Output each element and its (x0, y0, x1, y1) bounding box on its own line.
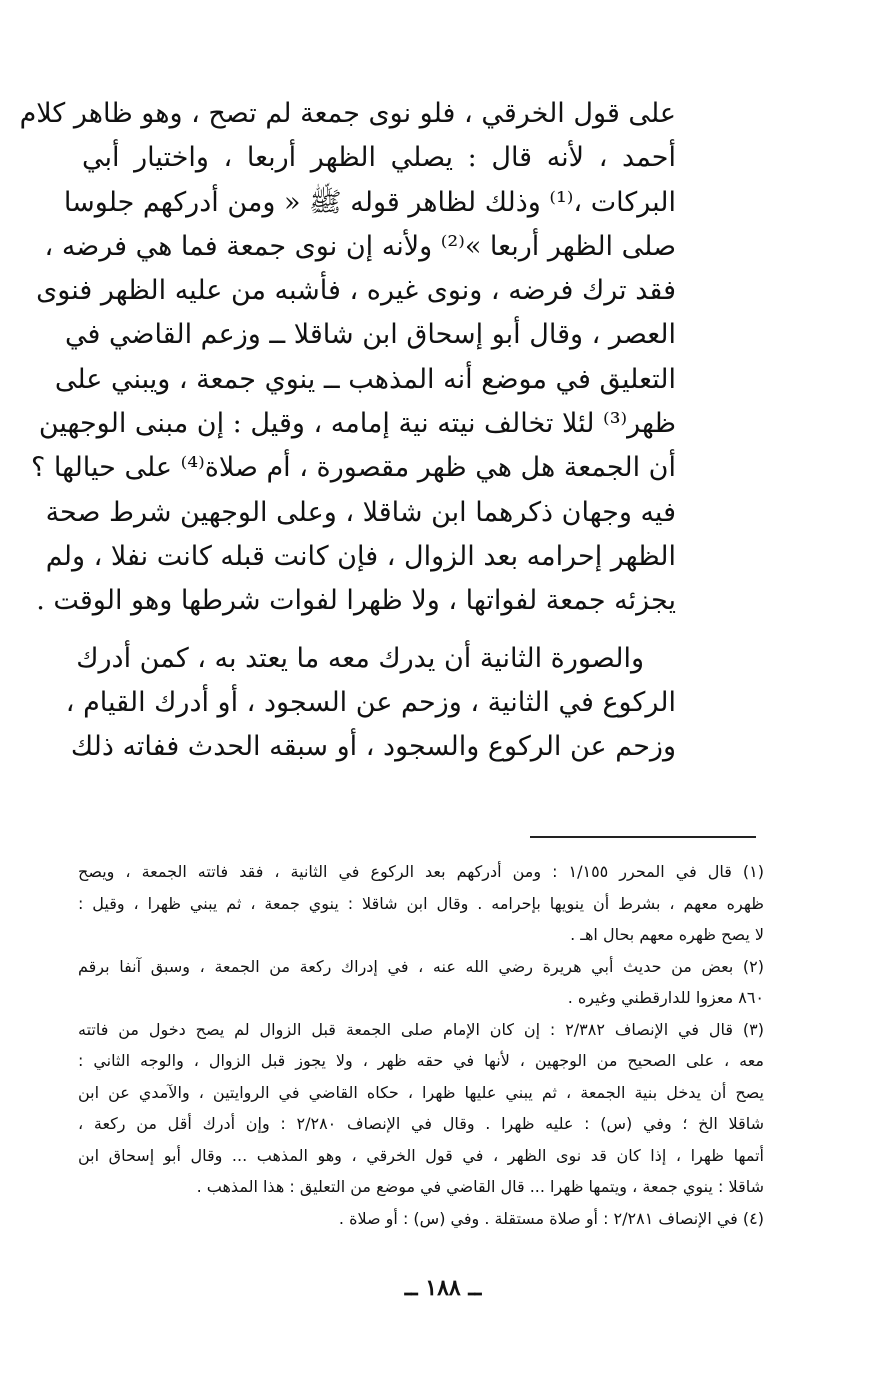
footnote-line: لا يصح ظهره معهم بحال اهـ . (570, 925, 764, 944)
footnote-line: (٣) قال في الإنصاف ٢/٣٨٢ : إن كان الإمام صلى الجمعة قبل الزوال لم يصح دخول من فاتته (78, 1019, 764, 1039)
footnote-line: (٤) في الإنصاف ٢/٢٨١ : أو صلاة مستقلة . وفي (س) : أو صلاة . (338, 1208, 764, 1228)
text-line: أحمد ، لأنه قال : يصلي الظهر أربعا ، واختيار أبي (82, 142, 676, 174)
text-line: صلى الظهر أربعا »⁽²⁾ ولأنه إن نوى جمعة فما هي فرضه ، (44, 230, 676, 262)
text-line: أن الجمعة هل هي ظهر مقصورة ، أم صلاة⁽⁴⁾ على حيالها ؟ (31, 452, 676, 484)
text-line: والصورة الثانية أن يدرك معه ما يعتد به ، كمن أدرك (76, 642, 644, 674)
text-line: فيه وجهان ذكرهما ابن شاقلا ، وعلى الوجهين شرط صحة (45, 496, 676, 528)
footnote-line: (١) قال في المحرر ١/١٥٥ : ومن أدركهم بعد الركوع في الثانية ، فقد فاتته الجمعة ، ويصح (78, 862, 764, 881)
text-line: وزحم عن الركوع والسجود ، أو سبقه الحدث ففاته ذلك (70, 731, 676, 763)
text-line: العصر ، وقال أبو إسحاق ابن شاقلا ــ وزعم القاضي في (65, 319, 676, 351)
page-number: ــ ١٨٨ ــ (404, 1275, 482, 1301)
text-line: ظهر⁽³⁾ لئلا تخالف نيته نية إمامه ، وقيل : إن مبنى الوجهين (38, 408, 676, 440)
footnote-divider (530, 836, 756, 838)
text-line: يجزئه جمعة لفواتها ، ولا ظهرا لفوات شرطها وهو الوقت . (36, 585, 676, 617)
footnotes-block (78, 856, 764, 1234)
footnote-line: ٨٦٠ معزوا للدارقطني وغيره . (567, 988, 764, 1007)
text-line: البركات ،⁽¹⁾ وذلك لظاهر قوله ﷺ « ومن أدركهم جلوسا (63, 186, 676, 218)
main-text-block (19, 92, 676, 769)
text-line: فقد ترك فرضه ، ونوى غيره ، فأشبه من عليه الظهر فنوى (36, 275, 676, 307)
paragraph-gap (82, 624, 676, 637)
footnote-line: شاقلا : ينوي جمعة ، ويتمها ظهرا ... قال القاضي في موضع من التعليق : هذا المذهب . (196, 1177, 764, 1196)
text-line: الظهر إحرامه بعد الزوال ، فإن كانت قبله كانت نفلا ، ولم (45, 540, 676, 572)
text-line: على قول الخرقي ، فلو نوى جمعة لم تصح ، وهو ظاهر كلام (19, 98, 676, 129)
footnote-line: أتمها ظهرا ، إذا كان قد نوى الظهر ، في قول الخرقي ، وهو المذهب ... وقال أبو إسحاق ابن (78, 1145, 764, 1165)
footnote-line: يصح أن يدخل بنية الجمعة ، ثم يبني عليها ظهرا ، حكاه القاضي في الروايتين ، والآمدي عن ابن (78, 1082, 764, 1102)
text-line: التعليق في موضع أنه المذهب ــ ينوي جمعة ، ويبني على (54, 363, 676, 395)
footnote-line: ظهره معهم ، بشرط أن ينويها بإحرامه . وقال ابن شاقلا : ينوي جمعة ، ثم يبني ظهرا ، وقيل : (78, 893, 764, 913)
footnote-line: شاقلا الخ ؛ وفي (س) : عليه ظهرا . وقال في الإنصاف ٢/٢٨٠ : وإن أدرك أقل من ركعة ، (78, 1114, 764, 1133)
footnote-line: (٢) بعض من حديث أبي هريرة رضي الله عنه ، في إدراك ركعة من الجمعة ، وسبق آنفا برقم (78, 956, 764, 976)
text-line: الركوع في الثانية ، وزحم عن السجود ، أو أدرك القيام ، (65, 686, 676, 718)
footnote-line: معه ، على الصحيح من الوجهين ، لأنها في حقه ظهر ، ولا يجوز قبل الزوال ، والوجه الثاني : (78, 1051, 764, 1070)
